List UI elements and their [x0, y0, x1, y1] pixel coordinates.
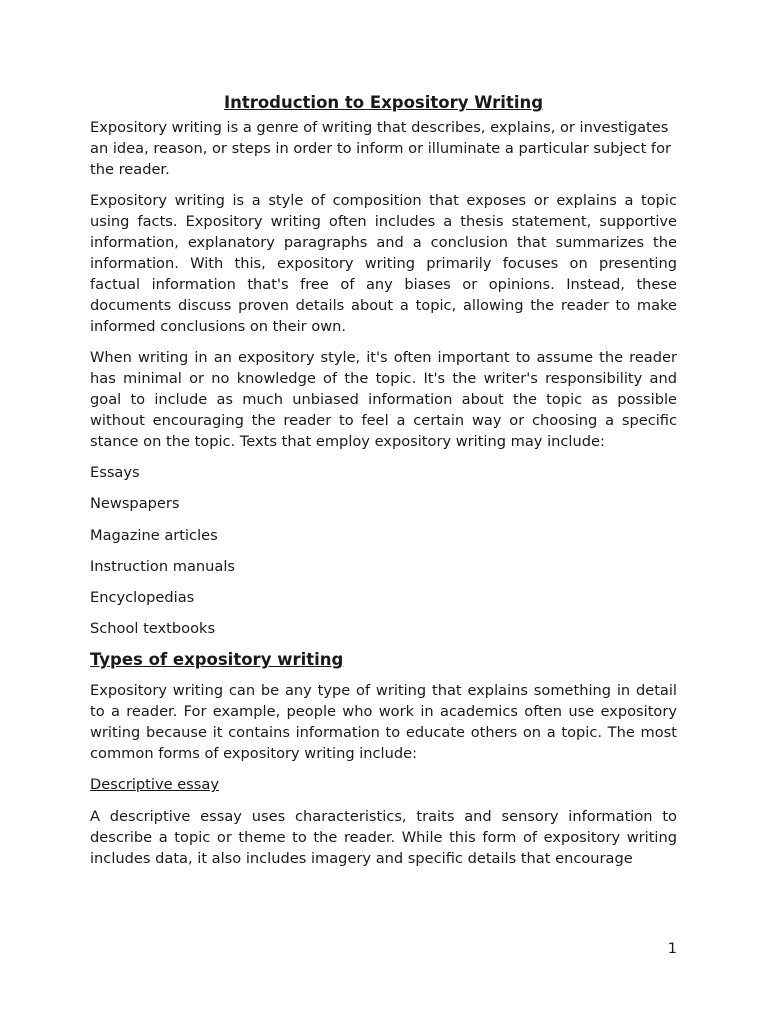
- list-item: Essays: [90, 464, 140, 482]
- intro-paragraph-3: When writing in an expository style, it's often important to assume the reader has minimal or no knowledge of the topic. It's the writer's responsibility and goal to include as much unbiased information about the topic as possible without encouraging the reader to feel a certain way or choosing a specific stance on the topic. Texts that employ expository writing may include:: [90, 349, 677, 450]
- page-number: 1: [667, 940, 677, 957]
- subheading-descriptive-essay: Descriptive essay: [90, 776, 219, 794]
- intro-paragraph-2: Expository writing is a style of composition that exposes or explains a topic using facts. Expository writing often includes a thesis statement, supportive information, explanatory paragraphs and a conclusion that summarizes the information. With this, expository writing primarily focuses on presenting factual information that's free of any biases or opinions. Instead, these documents discuss proven details about a topic, allowing the reader to make informed conclusions on their own.: [90, 192, 677, 335]
- section-heading: Types of expository writing: [90, 650, 344, 670]
- document-title: Introduction to Expository Writing: [223, 93, 544, 112]
- document-body: [90, 92, 677, 880]
- list-item: Newspapers: [90, 495, 180, 513]
- text-types-list: [90, 463, 677, 640]
- list-item: School textbooks: [90, 620, 216, 638]
- section-intro-paragraph: Expository writing can be any type of writing that explains something in detail to a reader. For example, people who work in academics often use expository writing because it contains information to educate others on a topic. The most common forms of expository writing include:: [90, 682, 677, 763]
- descriptive-essay-paragraph: A descriptive essay uses characteristics, traits and sensory information to describe a topic or theme to the reader. While this form of expository writing includes data, it also includes imagery and specific details that encourage: [90, 807, 677, 867]
- list-item: Magazine articles: [90, 526, 218, 544]
- intro-paragraph-1: Expository writing is a genre of writing that describes, explains, or investigates an idea, reason, or steps in order to inform or illuminate a particular subject for the reader.: [90, 119, 671, 178]
- list-item: Instruction manuals: [90, 557, 236, 575]
- list-item: Encyclopedias: [90, 588, 195, 606]
